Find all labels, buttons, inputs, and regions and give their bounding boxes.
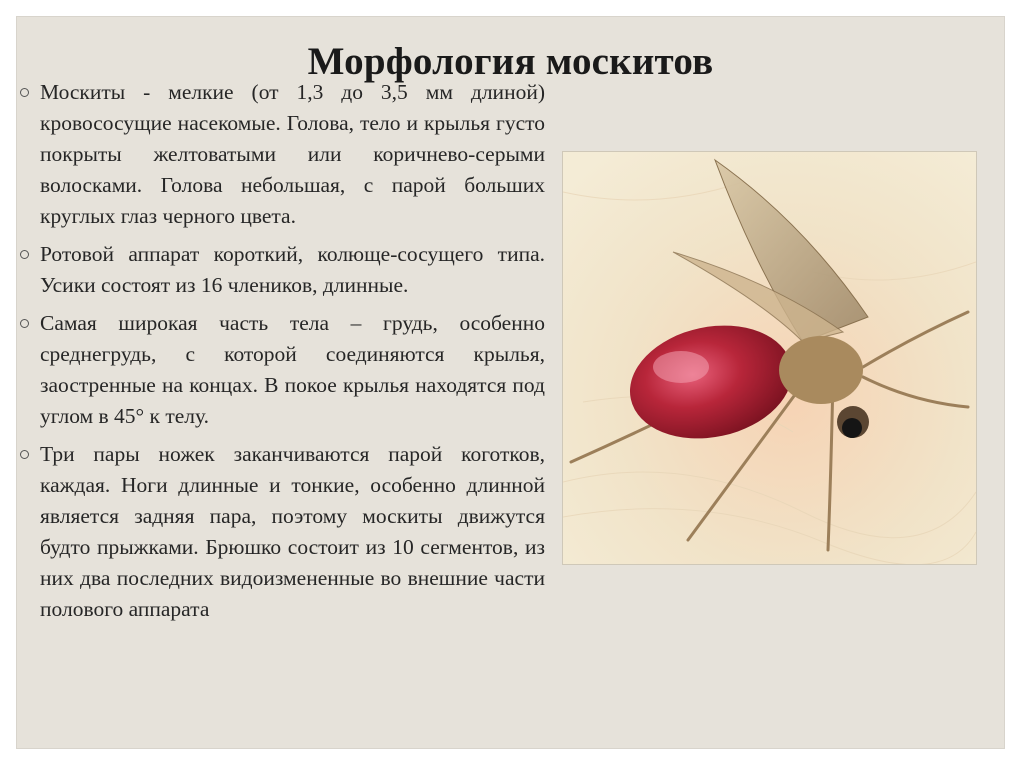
bullet-circle-icon — [20, 250, 29, 259]
bullet-text: Ротовой аппарат короткий, колюще-сосущего типа. Усики состоят из 16 члеников, длинные. — [40, 242, 545, 297]
bullet-circle-icon — [20, 450, 29, 459]
bullet-text: Три пары ножек заканчиваются парой коготков, каждая. Ноги длинные и тонкие, особенно длинной является задняя пара, поэтому москиты движутся будто прыжками. Брюшко состоит из 10 сегментов, из них два последних видоизмененные во внешние части полового аппарата — [40, 442, 545, 621]
sandfly-photo — [562, 151, 977, 565]
bullet-item — [37, 77, 545, 232]
bullet-item — [37, 239, 545, 301]
bullet-text: Москиты - мелкие (от 1,3 до 3,5 мм длиной) кровососущие насекомые. Голова, тело и крылья густо покрыты желтоватыми или коричнево-серыми волосками. Голова небольшая, с парой больших круглых глаз черного цвета. — [40, 80, 545, 228]
slide-title: Морфология москитов — [307, 40, 714, 83]
bullet-circle-icon — [20, 88, 29, 97]
sandfly-illustration — [563, 152, 976, 564]
slide — [17, 17, 1004, 748]
bullet-list — [37, 77, 545, 632]
bullet-item — [37, 308, 545, 432]
bullet-text: Самая широкая часть тела – грудь, особенно среднегрудь, с которой соединяются крылья, заостренные на концах. В покое крылья находятся под углом в 45° к телу. — [40, 311, 545, 428]
bullet-item — [37, 439, 545, 625]
bullet-circle-icon — [20, 319, 29, 328]
